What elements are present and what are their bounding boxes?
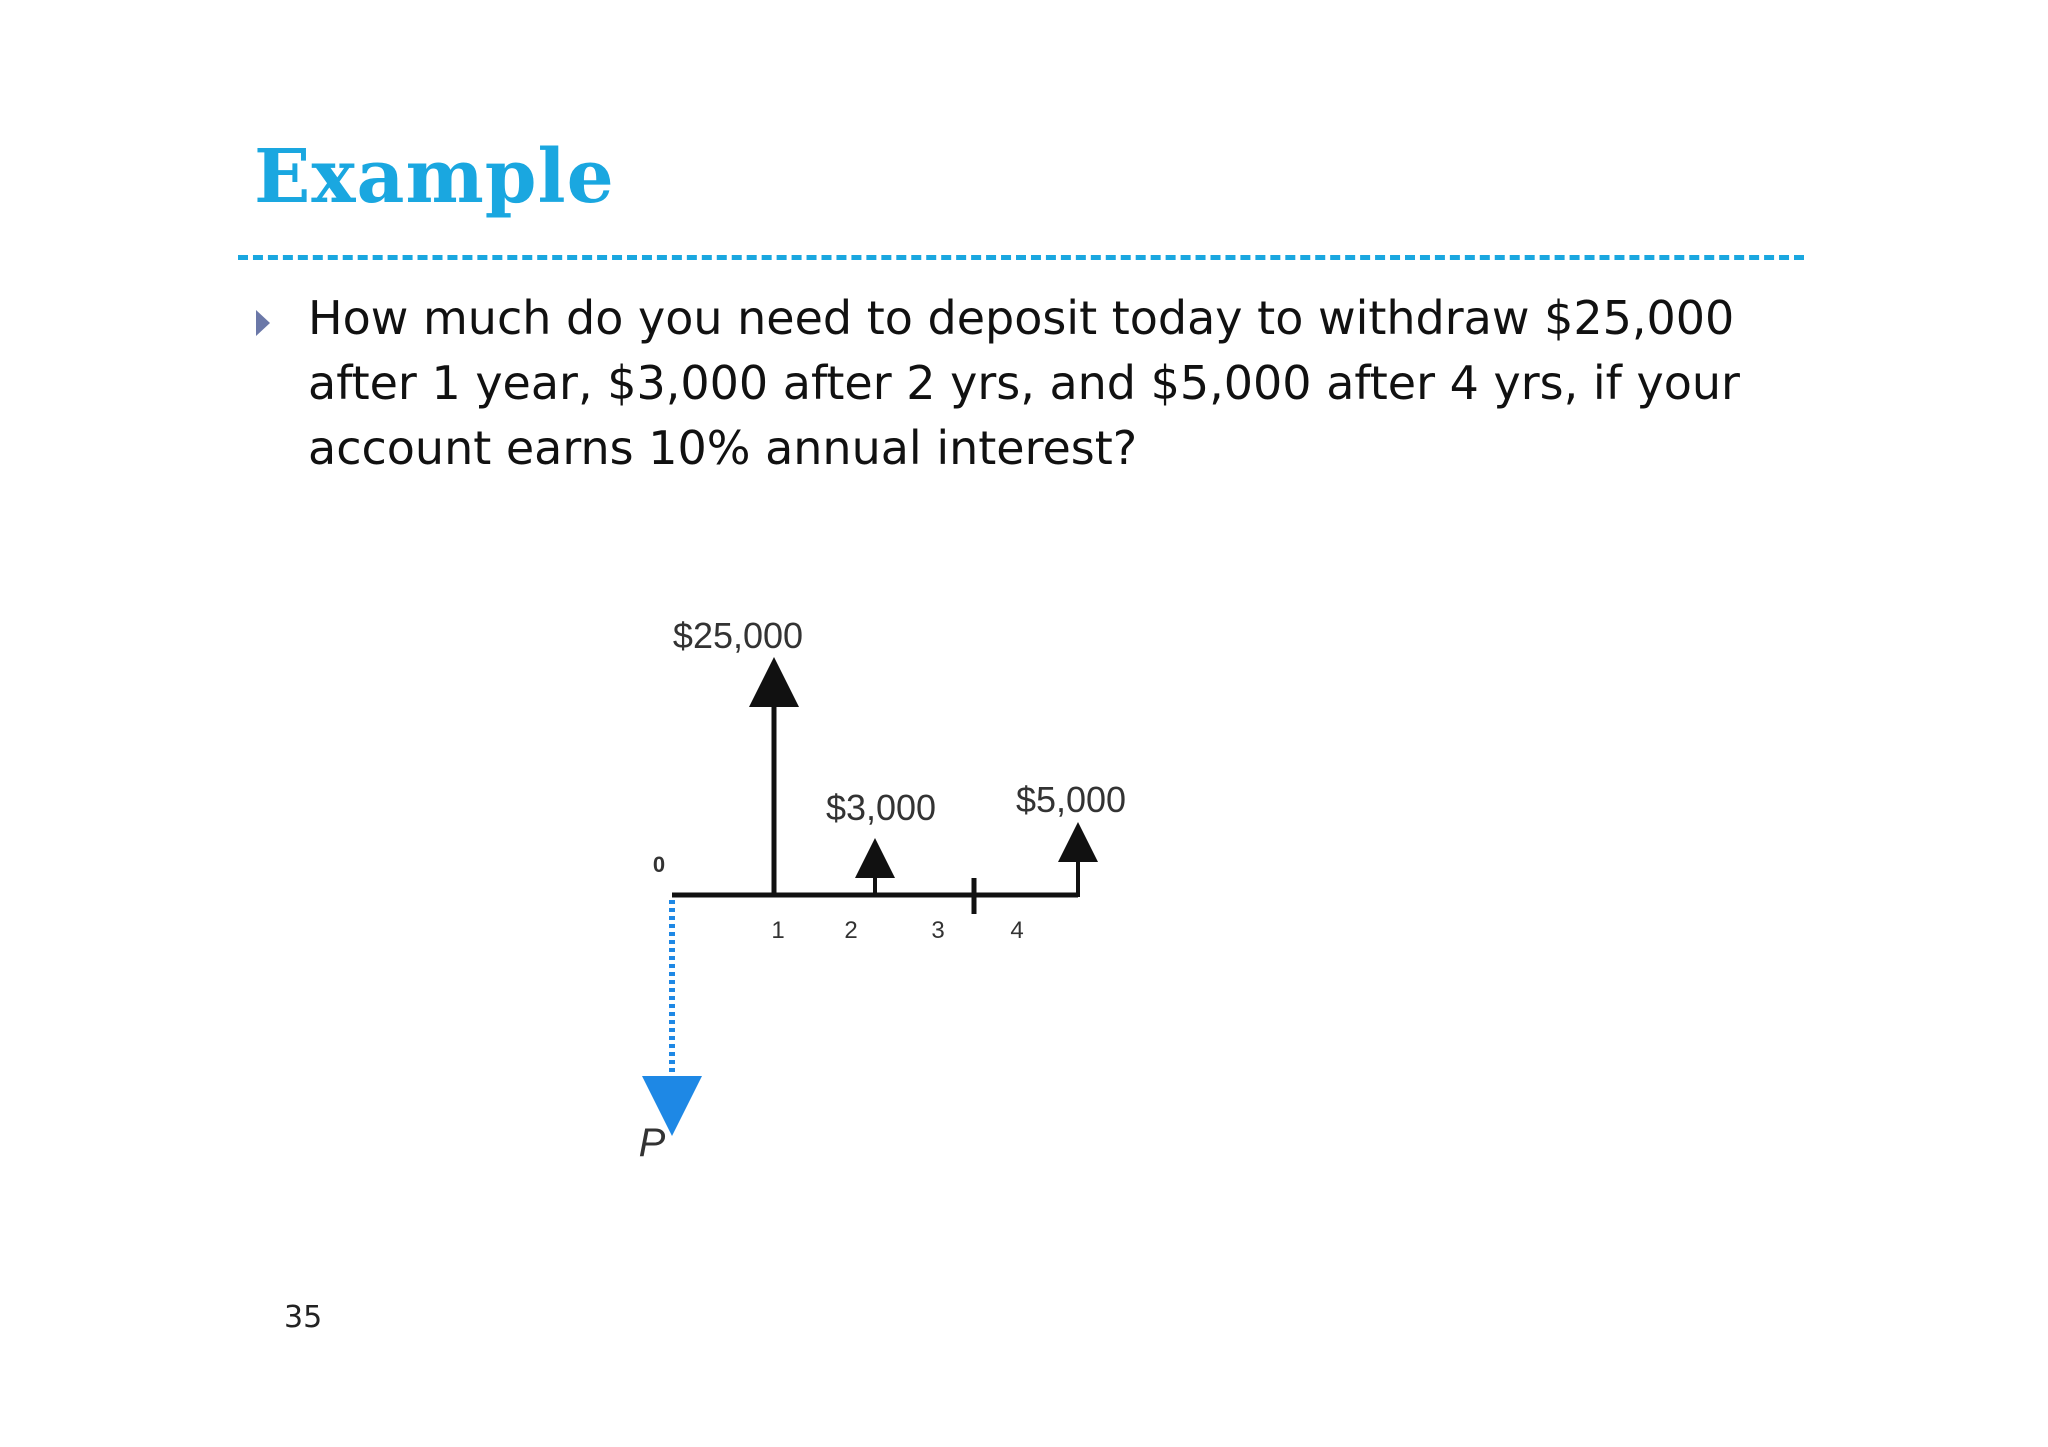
slide-title: Example xyxy=(254,134,615,220)
bullet-text: How much do you need to deposit today to withdraw $25,000 after 1 year, $3,000 after 2 yrs, and $5,000 after 4 yrs, if your account earns 10% annual interest? xyxy=(308,291,1740,475)
period-label-4: 4 xyxy=(1010,917,1024,944)
withdrawal-label-year-2: $3,000 xyxy=(825,787,937,828)
deposit-label: P xyxy=(638,1121,666,1165)
period-label-0: 0 xyxy=(652,852,666,877)
withdrawal-label-year-4: $5,000 xyxy=(1015,779,1127,820)
period-label-3: 3 xyxy=(931,917,945,944)
period-label-1: 1 xyxy=(771,917,785,944)
page-number: 35 xyxy=(284,1300,323,1335)
withdrawal-label-year-1: $25,000 xyxy=(672,615,804,656)
period-label-2: 2 xyxy=(844,917,858,944)
